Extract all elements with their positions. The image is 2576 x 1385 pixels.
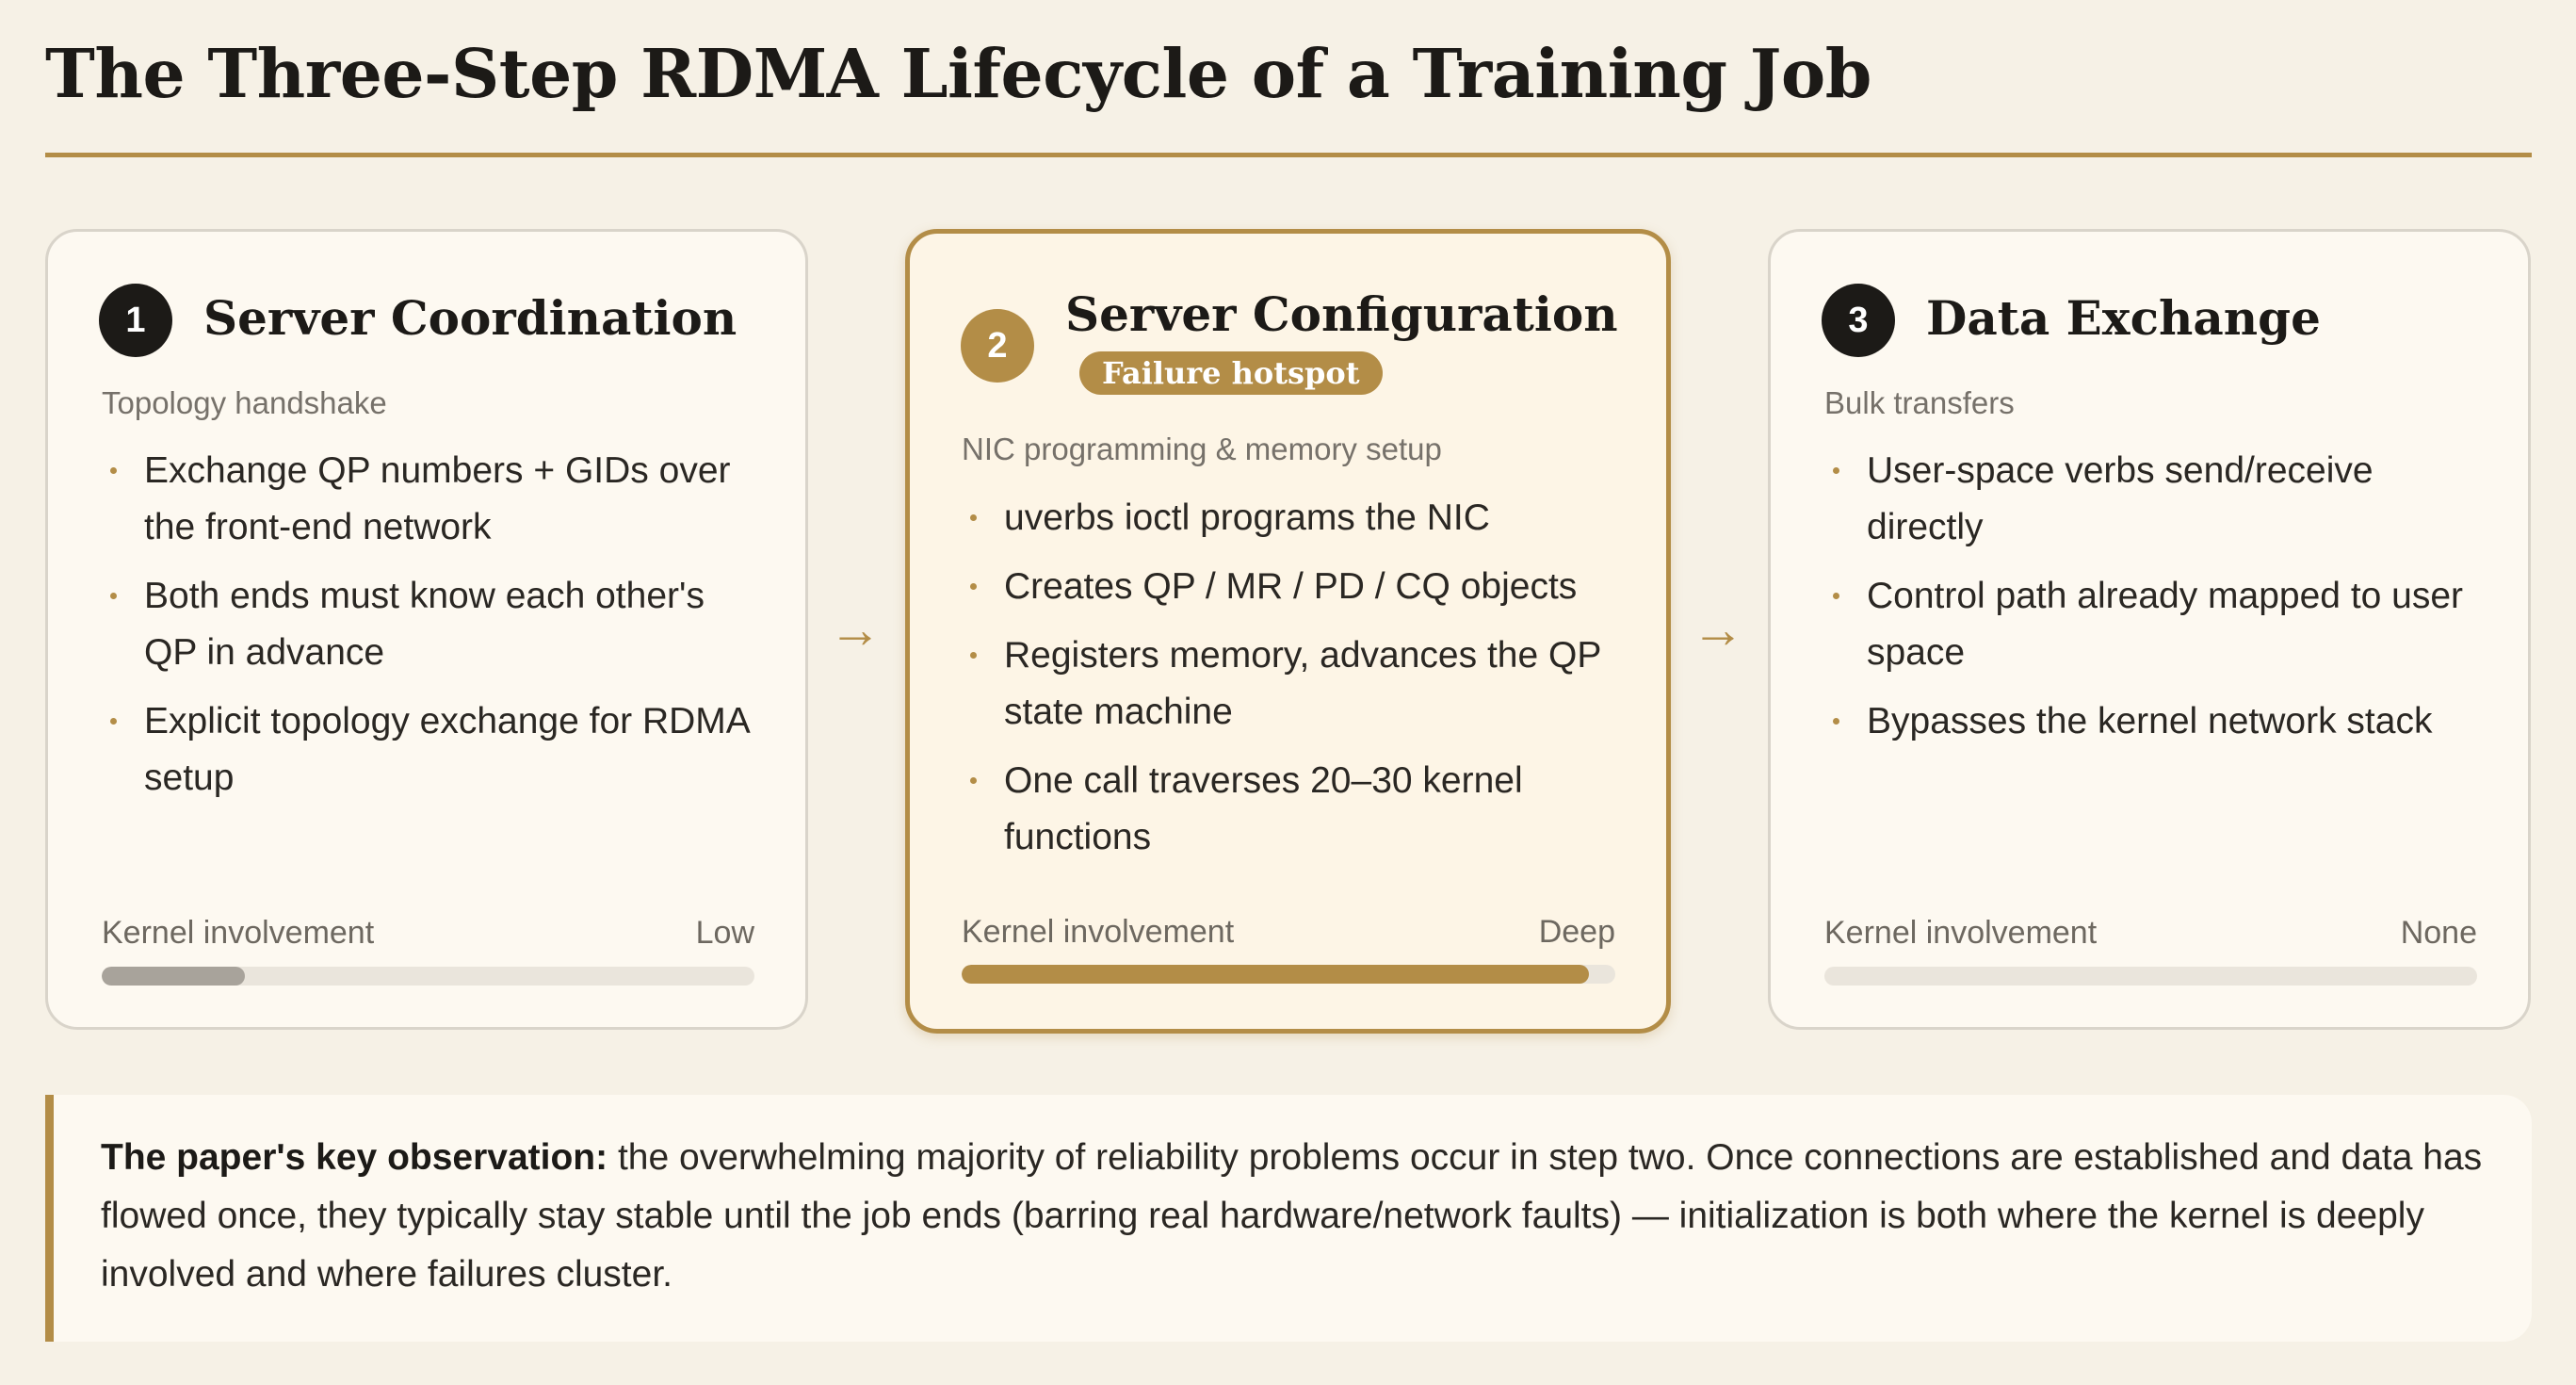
bullet-text: Registers memory, advances the QP state machine xyxy=(1004,635,1601,732)
step-bullet-list xyxy=(964,490,1643,878)
kernel-involvement-fill xyxy=(962,965,1589,984)
bullet-text: Creates QP / MR / PD / CQ objects xyxy=(1004,566,1578,607)
list-item xyxy=(105,443,764,556)
step-bullet-list xyxy=(105,443,764,819)
arrow-right-icon: → xyxy=(829,599,882,659)
kernel-involvement-fill xyxy=(102,967,245,986)
bullet-dot-icon xyxy=(970,777,977,784)
list-item xyxy=(964,627,1643,741)
kernel-involvement-bar xyxy=(1824,967,2477,986)
bullet-dot-icon xyxy=(970,514,977,521)
list-item xyxy=(105,568,764,681)
bullet-text: Explicit topology exchange for RDMA setup xyxy=(144,701,749,798)
list-item xyxy=(964,559,1643,615)
key-observation-callout xyxy=(45,1095,2532,1342)
step-title: Data Exchange xyxy=(1926,290,2321,346)
bullet-dot-icon xyxy=(1833,718,1839,725)
step-card-server-configuration xyxy=(905,229,1671,1034)
step-number-badge: 2 xyxy=(961,309,1034,383)
kernel-involvement-bar xyxy=(102,967,754,986)
bullet-text: Control path already mapped to user space xyxy=(1867,576,2464,673)
step-number-badge: 3 xyxy=(1822,284,1895,357)
step-bullet-list xyxy=(1827,443,2487,762)
step-card-data-exchange xyxy=(1768,229,2531,1030)
list-item xyxy=(1827,568,2487,681)
bullet-text: Exchange QP numbers + GIDs over the front-end network xyxy=(144,450,731,547)
bullet-dot-icon xyxy=(970,583,977,590)
bullet-dot-icon xyxy=(110,593,117,599)
step-title: Server Coordination xyxy=(203,290,737,346)
bullet-dot-icon xyxy=(970,652,977,659)
kernel-involvement-label: Kernel involvement xyxy=(1824,915,2098,951)
kernel-involvement-value: Low xyxy=(695,915,754,951)
step-subtitle: Topology handshake xyxy=(102,385,387,420)
page-title: The Three-Step RDMA Lifecycle of a Training Job xyxy=(45,34,1871,113)
step-card-server-coordination xyxy=(45,229,808,1030)
bullet-text: Bypasses the kernel network stack xyxy=(1867,701,2433,741)
bullet-text: User-space verbs send/receive directly xyxy=(1867,450,2373,547)
note-text: the overwhelming majority of reliability problems occur in step two. Once connections are established and data has flowed once, they typically stay stable until the job ends (barring real hardware/network faults) — initialization is both where the kernel is deeply involved and where failures cluster. xyxy=(101,1137,2483,1295)
bullet-dot-icon xyxy=(110,467,117,474)
title-divider xyxy=(45,153,2532,157)
kernel-involvement-bar xyxy=(962,965,1615,984)
step-subtitle: Bulk transfers xyxy=(1824,385,2015,420)
bullet-dot-icon xyxy=(110,718,117,725)
bullet-text: uverbs ioctl programs the NIC xyxy=(1004,497,1490,538)
list-item xyxy=(105,693,764,807)
step-number-badge: 1 xyxy=(99,284,172,357)
kernel-involvement-label: Kernel involvement xyxy=(102,915,375,951)
step-title: Server Configuration xyxy=(1065,286,1618,342)
list-item xyxy=(964,753,1643,866)
bullet-dot-icon xyxy=(1833,593,1839,599)
kernel-involvement-label: Kernel involvement xyxy=(962,914,1235,950)
bullet-text: Both ends must know each other's QP in advance xyxy=(144,576,705,673)
list-item xyxy=(1827,443,2487,556)
step-subtitle: NIC programming & memory setup xyxy=(962,432,1442,466)
bullet-text: One call traverses 20–30 kernel functions xyxy=(1004,760,1523,857)
list-item xyxy=(964,490,1643,546)
note-lead: The paper's key observation: xyxy=(101,1137,608,1178)
arrow-right-icon: → xyxy=(1692,599,1744,659)
failure-hotspot-badge: Failure hotspot xyxy=(1079,351,1383,395)
bullet-dot-icon xyxy=(1833,467,1839,474)
list-item xyxy=(1827,693,2487,750)
kernel-involvement-value: None xyxy=(2400,915,2477,951)
kernel-involvement-value: Deep xyxy=(1538,914,1615,950)
